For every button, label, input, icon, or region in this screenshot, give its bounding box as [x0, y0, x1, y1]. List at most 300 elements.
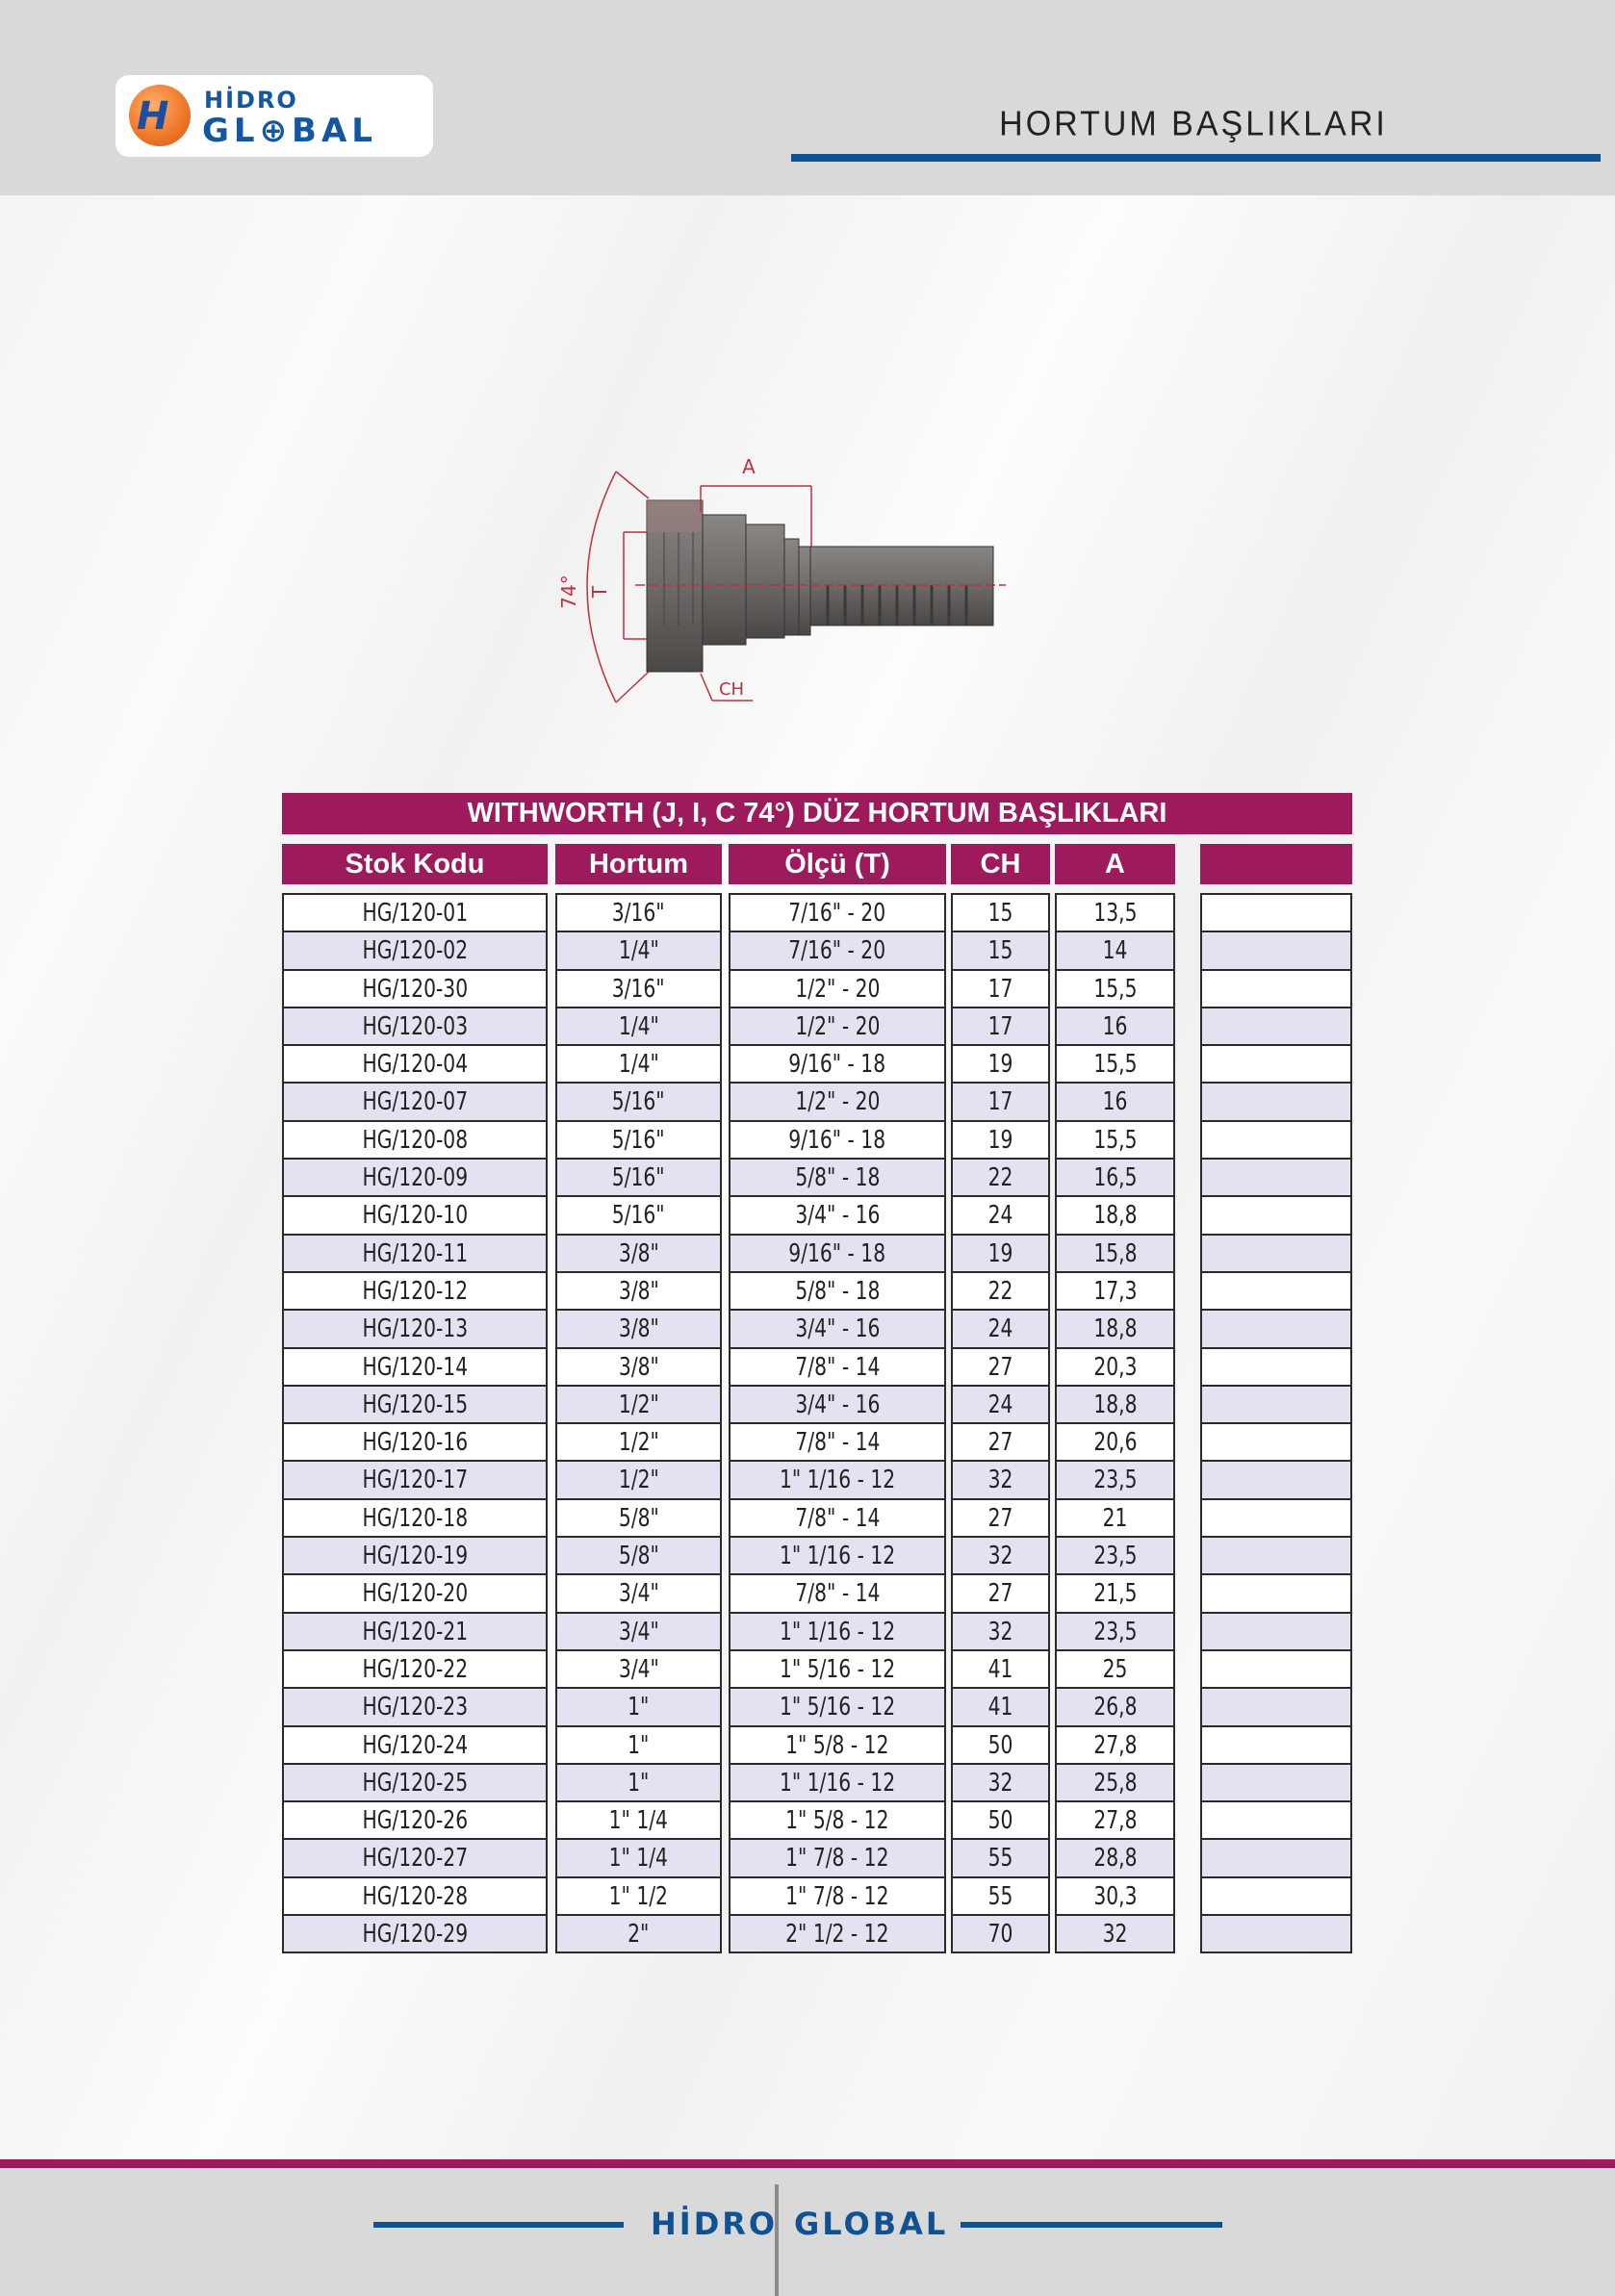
- table-cell-a: [1057, 1575, 1173, 1613]
- table-cell-blank: [1202, 1462, 1350, 1499]
- cell-value: 13,5: [1092, 899, 1138, 928]
- cell-value: 1": [628, 1768, 650, 1798]
- table-cell-ch: [953, 895, 1048, 932]
- table-cell-hose: [557, 1197, 720, 1235]
- table-cell-size: [731, 1727, 944, 1765]
- table-cell-ch: [953, 1349, 1048, 1387]
- table-cell-a: [1057, 1046, 1173, 1084]
- table-cell-a: [1057, 1727, 1173, 1765]
- table-cell-ch: [953, 1197, 1048, 1235]
- cell-value: HG/120-16: [362, 1428, 468, 1458]
- cell-value: 16: [1102, 1087, 1128, 1117]
- table-cell-ch: [953, 1651, 1048, 1689]
- column-header-ch: CH: [951, 844, 1050, 884]
- table-cell-blank: [1202, 932, 1350, 970]
- table-cell-size: [731, 1122, 944, 1160]
- table-cell-size: [731, 1424, 944, 1462]
- table-cell-hose: [557, 1046, 720, 1084]
- table-cell-blank: [1202, 1765, 1350, 1802]
- cell-value: HG/120-19: [362, 1542, 468, 1571]
- table-cell-size: [731, 1614, 944, 1651]
- cell-value: 1" 7/8 - 12: [785, 1881, 889, 1911]
- table-cell-hose: [557, 1273, 720, 1311]
- cell-value: 32: [987, 1542, 1013, 1571]
- table-cell-blank: [1202, 1273, 1350, 1311]
- table-cell-stock-code: [284, 1462, 546, 1499]
- cell-value: HG/120-26: [362, 1806, 468, 1836]
- cell-value: 1": [628, 1730, 650, 1760]
- footer-brand-right: GLOBAL: [794, 2206, 949, 2242]
- cell-value: 7/8" - 14: [795, 1579, 880, 1609]
- table-cell-size: [731, 1349, 944, 1387]
- table-cell-stock-code: [284, 1387, 546, 1424]
- table-cell-stock-code: [284, 971, 546, 1008]
- table-cell-a: [1057, 1689, 1173, 1726]
- column-header-stock-code: Stok Kodu: [282, 844, 548, 884]
- cell-value: 23,5: [1092, 1617, 1138, 1646]
- table-cell-blank: [1202, 1802, 1350, 1840]
- cell-value: 27: [987, 1579, 1013, 1609]
- table-cell-hose: [557, 1349, 720, 1387]
- footer-line-right: [961, 2222, 1222, 2228]
- table-cell-blank: [1202, 971, 1350, 1008]
- cell-value: 27: [987, 1503, 1013, 1533]
- table-cell-a: [1057, 1765, 1173, 1802]
- table-cell-blank: [1202, 1424, 1350, 1462]
- cell-value: HG/120-13: [362, 1314, 468, 1344]
- cell-value: 1" 1/16 - 12: [779, 1768, 896, 1798]
- table-cell-hose: [557, 1462, 720, 1499]
- table-cell-hose: [557, 1311, 720, 1348]
- cell-value: 5/8" - 18: [795, 1276, 880, 1306]
- column-size: [729, 893, 946, 1953]
- cell-value: HG/120-01: [362, 899, 468, 928]
- cell-value: 28,8: [1092, 1844, 1138, 1874]
- cell-value: 19: [987, 1050, 1013, 1080]
- table-cell-size: [731, 1538, 944, 1575]
- cell-value: HG/120-17: [362, 1466, 468, 1495]
- table-cell-size: [731, 1916, 944, 1953]
- table-cell-ch: [953, 1727, 1048, 1765]
- table-cell-a: [1057, 1462, 1173, 1499]
- table-cell-hose: [557, 1084, 720, 1121]
- cell-value: 15,5: [1092, 974, 1138, 1004]
- table-cell-hose: [557, 1122, 720, 1160]
- cell-value: 23,5: [1092, 1466, 1138, 1495]
- cell-value: HG/120-24: [362, 1730, 468, 1760]
- cell-value: 9/16" - 18: [788, 1125, 886, 1155]
- table-cell-blank: [1202, 1387, 1350, 1424]
- table-cell-blank: [1202, 1575, 1350, 1613]
- table-cell-hose: [557, 971, 720, 1008]
- column-stock-code: [282, 893, 548, 1953]
- table-cell-hose: [557, 1500, 720, 1538]
- table-cell-hose: [557, 895, 720, 932]
- table-cell-blank: [1202, 1160, 1350, 1197]
- table-cell-a: [1057, 1916, 1173, 1953]
- dimension-label-t: T: [588, 585, 611, 599]
- table-cell-size: [731, 1273, 944, 1311]
- cell-value: 20,3: [1092, 1352, 1138, 1382]
- cell-value: HG/120-03: [362, 1011, 468, 1041]
- dimension-label-a: A: [742, 455, 756, 478]
- cell-value: 1/2": [618, 1390, 659, 1419]
- table-cell-ch: [953, 1462, 1048, 1499]
- table-cell-stock-code: [284, 1084, 546, 1121]
- cell-value: HG/120-09: [362, 1163, 468, 1193]
- cell-value: 27: [987, 1352, 1013, 1382]
- table-cell-hose: [557, 1765, 720, 1802]
- table-cell-stock-code: [284, 1197, 546, 1235]
- column-header-a: A: [1055, 844, 1175, 884]
- cell-value: HG/120-12: [362, 1276, 468, 1306]
- cell-value: 41: [987, 1654, 1013, 1684]
- column-blank: [1200, 893, 1352, 1953]
- table-cell-size: [731, 1462, 944, 1499]
- table-cell-size: [731, 1197, 944, 1235]
- table-cell-a: [1057, 1500, 1173, 1538]
- cell-value: 18,8: [1092, 1390, 1138, 1419]
- cell-value: 19: [987, 1238, 1013, 1268]
- cell-value: 1" 5/16 - 12: [779, 1654, 896, 1684]
- cell-value: 3/8": [618, 1276, 659, 1306]
- table-cell-size: [731, 1802, 944, 1840]
- table-cell-stock-code: [284, 1916, 546, 1953]
- column-header-size: Ölçü (T): [729, 844, 946, 884]
- cell-value: 2": [628, 1920, 650, 1950]
- table-cell-size: [731, 1084, 944, 1121]
- table-cell-ch: [953, 1084, 1048, 1121]
- table-cell-hose: [557, 1878, 720, 1916]
- table-cell-hose: [557, 1008, 720, 1046]
- footer-accent-rule: [0, 2159, 1615, 2168]
- table-cell-blank: [1202, 1122, 1350, 1160]
- table-cell-ch: [953, 1008, 1048, 1046]
- table-cell-blank: [1202, 1236, 1350, 1273]
- table-cell-hose: [557, 1651, 720, 1689]
- cell-value: 5/8" - 18: [795, 1163, 880, 1193]
- table-cell-a: [1057, 1651, 1173, 1689]
- cell-value: 27,8: [1092, 1806, 1138, 1836]
- cell-value: 1" 5/8 - 12: [785, 1806, 889, 1836]
- cell-value: 25: [1102, 1654, 1128, 1684]
- cell-value: 15,5: [1092, 1050, 1138, 1080]
- logo-text-bottom: GL⊕BAL: [202, 112, 377, 150]
- cell-value: 7/8" - 14: [795, 1503, 880, 1533]
- table-cell-size: [731, 1387, 944, 1424]
- cell-value: 17: [987, 1087, 1013, 1117]
- cell-value: 50: [987, 1730, 1013, 1760]
- cell-value: 30,3: [1092, 1881, 1138, 1911]
- cell-value: 24: [987, 1390, 1013, 1419]
- table-cell-ch: [953, 1840, 1048, 1877]
- cell-value: 5/16": [612, 1201, 665, 1231]
- cell-value: HG/120-14: [362, 1352, 468, 1382]
- cell-value: 5/8": [618, 1503, 659, 1533]
- table-cell-a: [1057, 1084, 1173, 1121]
- table-cell-a: [1057, 1311, 1173, 1348]
- cell-value: HG/120-29: [362, 1920, 468, 1950]
- cell-value: 32: [1102, 1920, 1128, 1950]
- table-cell-stock-code: [284, 1236, 546, 1273]
- cell-value: HG/120-27: [362, 1844, 468, 1874]
- table-cell-hose: [557, 1727, 720, 1765]
- column-a: [1055, 893, 1175, 1953]
- cell-value: 70: [987, 1920, 1013, 1950]
- cell-value: 9/16" - 18: [788, 1238, 886, 1268]
- cell-value: 16: [1102, 1011, 1128, 1041]
- cell-value: HG/120-18: [362, 1503, 468, 1533]
- cell-value: 15,5: [1092, 1125, 1138, 1155]
- table-cell-ch: [953, 1916, 1048, 1953]
- table-cell-stock-code: [284, 1840, 546, 1877]
- cell-value: 7/16" - 20: [788, 899, 886, 928]
- cell-value: 1" 1/4: [608, 1844, 669, 1874]
- table-cell-size: [731, 1311, 944, 1348]
- fitting-technical-drawing: [539, 433, 1116, 722]
- table-cell-hose: [557, 932, 720, 970]
- table-cell-hose: [557, 1802, 720, 1840]
- table-cell-ch: [953, 1424, 1048, 1462]
- cell-value: HG/120-15: [362, 1390, 468, 1419]
- cell-value: HG/120-10: [362, 1201, 468, 1231]
- cell-value: 1/4": [618, 1050, 659, 1080]
- table-cell-ch: [953, 1802, 1048, 1840]
- cell-value: 25,8: [1092, 1768, 1138, 1798]
- table-cell-a: [1057, 1840, 1173, 1877]
- table-cell-size: [731, 1689, 944, 1726]
- table-cell-a: [1057, 1614, 1173, 1651]
- cell-value: 27,8: [1092, 1730, 1138, 1760]
- table-cell-stock-code: [284, 1878, 546, 1916]
- table-cell-a: [1057, 1273, 1173, 1311]
- table-cell-a: [1057, 1538, 1173, 1575]
- table-cell-ch: [953, 1538, 1048, 1575]
- table-cell-hose: [557, 1840, 720, 1877]
- cell-value: 5/8": [618, 1542, 659, 1571]
- table-cell-size: [731, 895, 944, 932]
- table-cell-stock-code: [284, 1765, 546, 1802]
- table-cell-blank: [1202, 1008, 1350, 1046]
- table-cell-a: [1057, 1160, 1173, 1197]
- column-hose: [555, 893, 722, 1953]
- table-cell-blank: [1202, 1311, 1350, 1348]
- cell-value: 1": [628, 1693, 650, 1722]
- table-cell-a: [1057, 1387, 1173, 1424]
- cell-value: 5/16": [612, 1125, 665, 1155]
- cell-value: 1" 7/8 - 12: [785, 1844, 889, 1874]
- cell-value: 9/16" - 18: [788, 1050, 886, 1080]
- cell-value: 1" 1/16 - 12: [779, 1542, 896, 1571]
- table-cell-size: [731, 1046, 944, 1084]
- table-cell-blank: [1202, 1840, 1350, 1877]
- table-cell-stock-code: [284, 1500, 546, 1538]
- table-cell-blank: [1202, 1916, 1350, 1953]
- cell-value: HG/120-22: [362, 1654, 468, 1684]
- table-cell-ch: [953, 1689, 1048, 1726]
- cell-value: HG/120-04: [362, 1050, 468, 1080]
- cell-value: 22: [987, 1276, 1013, 1306]
- table-cell-size: [731, 1008, 944, 1046]
- footer-line-left: [373, 2222, 624, 2228]
- table-cell-blank: [1202, 1046, 1350, 1084]
- table-cell-a: [1057, 1802, 1173, 1840]
- table-cell-hose: [557, 1160, 720, 1197]
- table-cell-blank: [1202, 1538, 1350, 1575]
- table-cell-stock-code: [284, 1538, 546, 1575]
- table-cell-hose: [557, 1689, 720, 1726]
- cell-value: 24: [987, 1201, 1013, 1231]
- cell-value: HG/120-07: [362, 1087, 468, 1117]
- cell-value: 27: [987, 1428, 1013, 1458]
- cell-value: 1" 1/4: [608, 1806, 669, 1836]
- table-cell-ch: [953, 1311, 1048, 1348]
- table-cell-blank: [1202, 1689, 1350, 1726]
- cell-value: HG/120-23: [362, 1693, 468, 1722]
- cell-value: 26,8: [1092, 1693, 1138, 1722]
- cell-value: 1/2" - 20: [795, 1087, 880, 1117]
- cell-value: 15: [987, 899, 1013, 928]
- table-cell-a: [1057, 1236, 1173, 1273]
- cell-value: 3/8": [618, 1238, 659, 1268]
- cell-value: HG/120-25: [362, 1768, 468, 1798]
- cell-value: 3/8": [618, 1314, 659, 1344]
- table-cell-hose: [557, 1387, 720, 1424]
- table-cell-size: [731, 1840, 944, 1877]
- table-cell-a: [1057, 1349, 1173, 1387]
- cell-value: 3/4": [618, 1654, 659, 1684]
- table-cell-size: [731, 1500, 944, 1538]
- table-cell-stock-code: [284, 1122, 546, 1160]
- cell-value: 1" 1/16 - 12: [779, 1466, 896, 1495]
- table-cell-stock-code: [284, 1273, 546, 1311]
- table-cell-blank: [1202, 1614, 1350, 1651]
- company-logo: [115, 75, 433, 157]
- cell-value: 50: [987, 1806, 1013, 1836]
- table-cell-stock-code: [284, 1008, 546, 1046]
- table-cell-hose: [557, 1614, 720, 1651]
- cell-value: 1/2": [618, 1466, 659, 1495]
- cell-value: 23,5: [1092, 1542, 1138, 1571]
- cell-value: 14: [1102, 936, 1128, 966]
- table-cell-ch: [953, 1500, 1048, 1538]
- table-cell-ch: [953, 932, 1048, 970]
- table-cell-ch: [953, 1614, 1048, 1651]
- cell-value: 1" 1/2: [608, 1881, 669, 1911]
- cell-value: 3/16": [612, 899, 665, 928]
- cell-value: 3/4" - 16: [795, 1390, 880, 1419]
- table-cell-hose: [557, 1424, 720, 1462]
- table-cell-blank: [1202, 1084, 1350, 1121]
- table-cell-ch: [953, 1046, 1048, 1084]
- column-ch: [951, 893, 1050, 1953]
- cell-value: 20,6: [1092, 1428, 1138, 1458]
- table-cell-a: [1057, 1197, 1173, 1235]
- table-cell-ch: [953, 1122, 1048, 1160]
- table-cell-stock-code: [284, 1046, 546, 1084]
- table-cell-size: [731, 1575, 944, 1613]
- table-cell-stock-code: [284, 1160, 546, 1197]
- table-cell-blank: [1202, 1197, 1350, 1235]
- cell-value: HG/120-28: [362, 1881, 468, 1911]
- title-underline: [791, 154, 1601, 162]
- table-cell-ch: [953, 1236, 1048, 1273]
- cell-value: 7/16" - 20: [788, 936, 886, 966]
- cell-value: 32: [987, 1768, 1013, 1798]
- cell-value: 2" 1/2 - 12: [785, 1920, 889, 1950]
- cell-value: 1" 5/8 - 12: [785, 1730, 889, 1760]
- cell-value: 16,5: [1092, 1163, 1138, 1193]
- table-cell-stock-code: [284, 1614, 546, 1651]
- table-cell-blank: [1202, 1727, 1350, 1765]
- cell-value: 1/2": [618, 1428, 659, 1458]
- table-cell-a: [1057, 971, 1173, 1008]
- cell-value: 1" 5/16 - 12: [779, 1693, 896, 1722]
- logo-text-top: HİDRO: [204, 87, 298, 114]
- cell-value: HG/120-30: [362, 974, 468, 1004]
- column-header-hose: Hortum: [555, 844, 722, 884]
- table-cell-size: [731, 932, 944, 970]
- cell-value: HG/120-02: [362, 936, 468, 966]
- cell-value: 1/2" - 20: [795, 974, 880, 1004]
- table-cell-ch: [953, 1765, 1048, 1802]
- cell-value: 55: [987, 1844, 1013, 1874]
- table-cell-stock-code: [284, 1311, 546, 1348]
- cell-value: 24: [987, 1314, 1013, 1344]
- cell-value: 21: [1102, 1503, 1128, 1533]
- cell-value: 3/16": [612, 974, 665, 1004]
- cell-value: 17: [987, 974, 1013, 1004]
- table-cell-a: [1057, 1424, 1173, 1462]
- cell-value: 18,8: [1092, 1201, 1138, 1231]
- table-cell-stock-code: [284, 1727, 546, 1765]
- table-cell-hose: [557, 1538, 720, 1575]
- table-cell-size: [731, 1878, 944, 1916]
- table-cell-a: [1057, 1122, 1173, 1160]
- cell-value: 18,8: [1092, 1314, 1138, 1344]
- cell-value: 32: [987, 1466, 1013, 1495]
- table-cell-size: [731, 1765, 944, 1802]
- table-cell-a: [1057, 1878, 1173, 1916]
- cell-value: 7/8" - 14: [795, 1352, 880, 1382]
- table-cell-hose: [557, 1575, 720, 1613]
- table-cell-stock-code: [284, 1349, 546, 1387]
- cell-value: 15: [987, 936, 1013, 966]
- cell-value: 7/8" - 14: [795, 1428, 880, 1458]
- table-cell-blank: [1202, 895, 1350, 932]
- table-cell-ch: [953, 1878, 1048, 1916]
- table-cell-ch: [953, 971, 1048, 1008]
- cell-value: 3/4": [618, 1579, 659, 1609]
- dimension-label-angle: 74°: [557, 574, 580, 609]
- table-cell-stock-code: [284, 895, 546, 932]
- page-title: HORTUM BAŞLIKLARI: [999, 105, 1388, 143]
- cell-value: 17,3: [1092, 1276, 1138, 1306]
- table-cell-hose: [557, 1916, 720, 1953]
- cell-value: 32: [987, 1617, 1013, 1646]
- table-cell-stock-code: [284, 1651, 546, 1689]
- table-cell-a: [1057, 932, 1173, 970]
- cell-value: 3/4" - 16: [795, 1201, 880, 1231]
- cell-value: 19: [987, 1125, 1013, 1155]
- cell-value: 3/4": [618, 1617, 659, 1646]
- table-cell-size: [731, 1651, 944, 1689]
- cell-value: HG/120-20: [362, 1579, 468, 1609]
- table-cell-blank: [1202, 1349, 1350, 1387]
- cell-value: 21,5: [1092, 1579, 1138, 1609]
- cell-value: 22: [987, 1163, 1013, 1193]
- table-cell-stock-code: [284, 1689, 546, 1726]
